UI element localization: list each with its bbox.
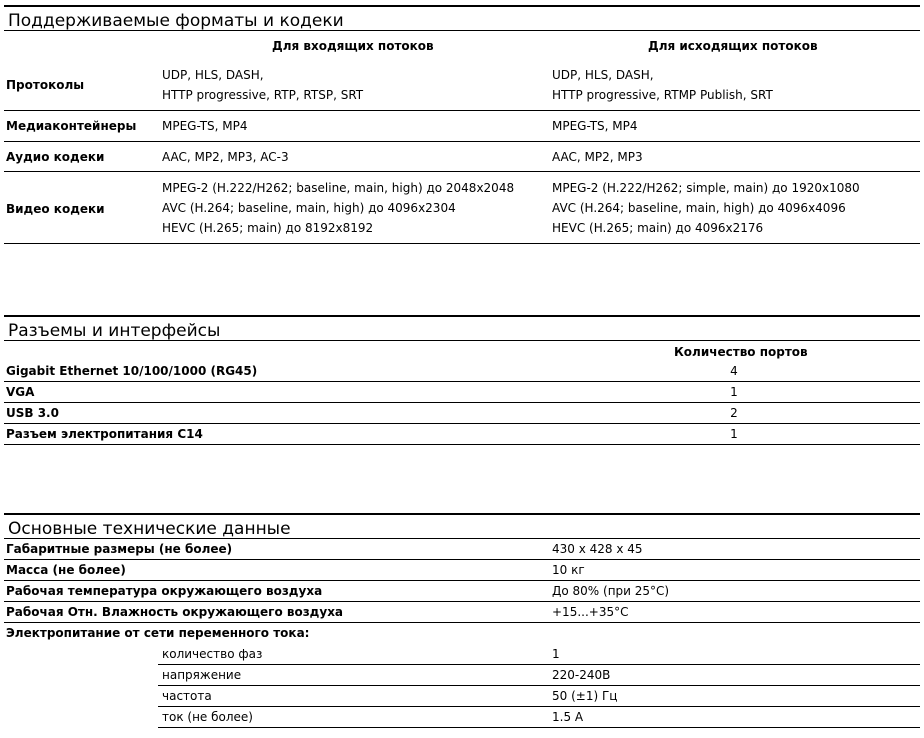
incoming-value: [162, 65, 363, 105]
row-vga: [4, 382, 920, 403]
power-param-value: 1.5 А: [552, 710, 584, 724]
power-param-label: частота: [162, 689, 212, 703]
row-label: Видео кодеки: [6, 202, 105, 216]
specs-section: [4, 513, 920, 728]
formats-header-row: [4, 31, 920, 59]
row-humidity: [4, 602, 920, 623]
value-line: UDP, HLS, DASH,: [162, 68, 264, 82]
row-label: Аудио кодеки: [6, 150, 105, 164]
value-line: AAC, MP2, MP3, AC-3: [162, 150, 289, 164]
row-video: [4, 172, 920, 244]
value-line: AVC (H.264; baseline, main, high) до 4096x2304: [162, 201, 456, 215]
col-outgoing-header: Для исходящих потоков: [648, 39, 818, 53]
interfaces-title: Разъемы и интерфейсы: [4, 315, 920, 341]
outgoing-value: [552, 178, 860, 238]
value-line: MPEG-2 (H.222/H262; simple, main) до 1920x1080: [552, 181, 860, 195]
power-param-value: 220-240В: [552, 668, 611, 682]
row-power-supply: [4, 623, 920, 644]
port-count: 1: [730, 427, 738, 441]
spec-label: Масса (не более): [6, 563, 126, 577]
spec-value: 430 x 428 x 45: [552, 542, 643, 556]
spec-value: 10 кг: [552, 563, 585, 577]
value-line: AVC (H.264; baseline, main, high) до 4096x4096: [552, 201, 846, 215]
port-count: 4: [730, 364, 738, 378]
spec-value: До 80% (при 25°C): [552, 584, 670, 598]
col-incoming-header: Для входящих потоков: [272, 39, 434, 53]
row-protocols: [4, 59, 920, 111]
power-param-label: напряжение: [162, 668, 242, 682]
spec-label: Габаритные размеры (не более): [6, 542, 233, 556]
outgoing-value: [552, 116, 638, 136]
value-line: UDP, HLS, DASH,: [552, 68, 654, 82]
row-label: Медиаконтейнеры: [6, 119, 137, 133]
value-line: HTTP progressive, RTP, RTSP, SRT: [162, 88, 364, 102]
row-dimensions: [4, 539, 920, 560]
row-voltage: [4, 665, 920, 686]
row-phases: [4, 644, 920, 665]
port-label: Разъем электропитания C14: [6, 427, 203, 441]
row-temperature: [4, 581, 920, 602]
spec-label: Рабочая температура окружающего воздуха: [6, 584, 323, 598]
row-power-connector: [4, 424, 920, 445]
power-param-value: 1: [552, 647, 560, 661]
row-divider: [158, 727, 920, 728]
count-header: Количество портов: [674, 345, 808, 359]
value-line: MPEG-TS, MP4: [552, 119, 638, 133]
value-line: HEVC (H.265; main) до 8192x8192: [162, 221, 374, 235]
value-line: HEVC (H.265; main) до 4096x2176: [552, 221, 764, 235]
formats-section: [4, 5, 920, 244]
row-label: Протоколы: [6, 78, 85, 92]
port-label: VGA: [6, 385, 35, 399]
row-audio: [4, 142, 920, 172]
spec-label: Рабочая Отн. Влажность окружающего воздуха: [6, 605, 344, 619]
row-mass: [4, 560, 920, 581]
row-ethernet: [4, 361, 920, 382]
port-count: 1: [730, 385, 738, 399]
row-containers: [4, 111, 920, 142]
formats-title: Поддерживаемые форматы и кодеки: [4, 5, 920, 31]
outgoing-value: [552, 65, 773, 105]
spec-value: +15...+35°C: [552, 605, 629, 619]
port-label: Gigabit Ethernet 10/100/1000 (RG45): [6, 364, 258, 378]
value-line: AAC, MP2, MP3: [552, 150, 643, 164]
port-count: 2: [730, 406, 738, 420]
power-label: Электропитание от сети переменного тока:: [6, 626, 310, 640]
power-param-label: количество фаз: [162, 647, 263, 661]
incoming-value: [162, 147, 289, 167]
interfaces-section: [4, 315, 920, 445]
row-current: [4, 707, 920, 728]
power-param-label: ток (не более): [162, 710, 253, 724]
value-line: MPEG-TS, MP4: [162, 119, 248, 133]
power-param-value: 50 (±1) Гц: [552, 689, 618, 703]
value-line: MPEG-2 (H.222/H262; baseline, main, high) до 2048x2048: [162, 181, 515, 195]
incoming-value: [162, 116, 248, 136]
row-frequency: [4, 686, 920, 707]
interfaces-header-row: [4, 341, 920, 361]
incoming-value: [162, 178, 514, 238]
row-usb: [4, 403, 920, 424]
outgoing-value: [552, 147, 643, 167]
port-label: USB 3.0: [6, 406, 59, 420]
specs-title: Основные технические данные: [4, 513, 920, 539]
value-line: HTTP progressive, RTMP Publish, SRT: [552, 88, 773, 102]
